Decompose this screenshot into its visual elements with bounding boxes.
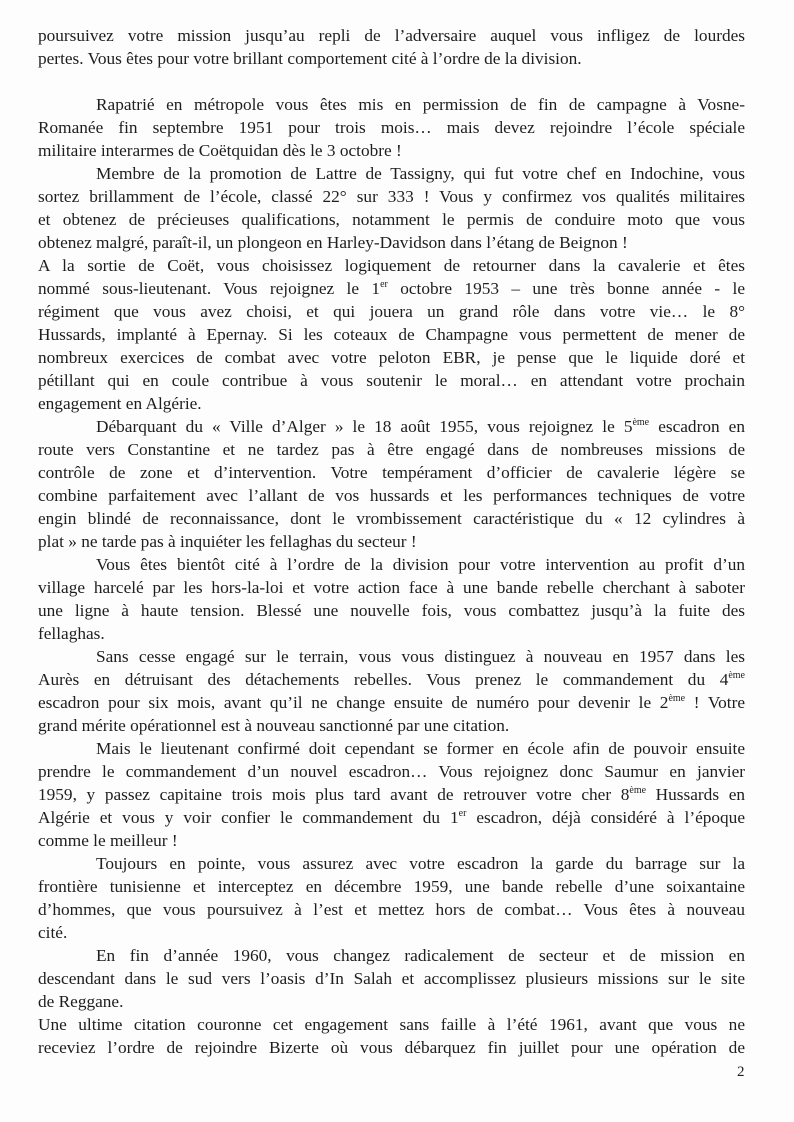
body-text [38, 24, 745, 1059]
text-line: prendre le commandement d’un nouvel escadron… Vous rejoignez donc Saumur en janvier [38, 762, 745, 781]
paragraph [38, 944, 745, 1013]
ordinal-superscript: ème [632, 417, 650, 428]
text-line: frontière tunisienne et interceptez en décembre 1959, une bande rebelle d’une soixantaine [38, 877, 745, 896]
ordinal-superscript: ème [728, 670, 745, 681]
text-line: Mais le lieutenant confirmé doit cependant se former en école afin de pouvoir ensuite [96, 739, 745, 758]
text-line: pétillant qui en coule contribue à vous soutenir le moral… en attendant votre prochain [38, 371, 745, 390]
text-line: Membre de la promotion de Lattre de Tassigny, qui fut votre chef en Indochine, vous [96, 164, 745, 183]
paragraph [38, 737, 745, 852]
text-line: Débarquant du « Ville d’Alger » le 18 août 1955, vous rejoignez le 5ème escadron en [96, 417, 745, 436]
ordinal-superscript: er [380, 279, 388, 290]
paragraph [38, 415, 745, 553]
text-line: et obtenez de précieuses qualifications, notamment le permis de conduire moto que vous [38, 210, 745, 229]
text-line: cité. [38, 923, 68, 942]
paragraph [38, 24, 745, 70]
text-line: une ligne à haute tension. Blessé une nouvelle fois, vous combattez jusqu’à la fuite des [38, 601, 745, 620]
text-line: En fin d’année 1960, vous changez radicalement de secteur et de mission en [96, 946, 745, 965]
text-line: combine parfaitement avec l’allant de vos hussards et les performances techniques de votre [38, 486, 745, 505]
text-line: Sans cesse engagé sur le terrain, vous vous distinguez à nouveau en 1957 dans les [96, 647, 745, 666]
text-line: Vous êtes bientôt cité à l’ordre de la division pour votre intervention au profit d’un [96, 555, 745, 574]
text-line: Romanée fin septembre 1951 pour trois mois… mais devez rejoindre l’école spéciale [38, 118, 745, 137]
paragraph [38, 553, 745, 645]
ordinal-superscript: er [458, 808, 467, 819]
paragraph [38, 645, 745, 737]
text-line: engagement en Algérie. [38, 394, 202, 413]
text-line: obtenez malgré, paraît-il, un plongeon en Harley-Davidson dans l’étang de Beignon ! [38, 233, 628, 252]
text-line: receviez l’ordre de rejoindre Bizerte où vous débarquez fin juillet pour une opération de [38, 1038, 745, 1057]
text-line: sortez brillamment de l’école, classé 22° sur 333 ! Vous y confirmez vos qualités militaires [38, 187, 745, 206]
text-line: pertes. Vous êtes pour votre brillant comportement cité à l’ordre de la division. [38, 49, 582, 68]
text-line: plat » ne tarde pas à inquiéter les fellaghas du secteur ! [38, 532, 417, 551]
paragraph [38, 852, 745, 944]
text-line: village harcelé par les hors-la-loi et votre action face à une bande rebelle cherchant à saboter [38, 578, 745, 597]
text-line: grand mérite opérationnel est à nouveau sanctionné par une citation. [38, 716, 510, 735]
page-number: 2 [737, 1064, 745, 1080]
text-line: militaire interarmes de Coëtquidan dès le 3 octobre ! [38, 141, 402, 160]
text-line: de Reggane. [38, 992, 124, 1011]
text-line: nommé sous-lieutenant. Vous rejoignez le 1er octobre 1953 – une très bonne année - le [38, 279, 745, 298]
text-line: Une ultime citation couronne cet engagement sans faille à l’été 1961, avant que vous ne [38, 1015, 745, 1034]
text-line: nombreux exercices de combat avec votre peloton EBR, je pense que le liquide doré et [38, 348, 745, 367]
text-line: descendant dans le sud vers l’oasis d’In Salah et accomplissez plusieurs missions sur le site [38, 969, 745, 988]
text-line: d’hommes, que vous poursuivez à l’est et mettez hors de combat… Vous êtes à nouveau [38, 900, 745, 919]
text-line: Algérie et vous y voir confier le commandement du 1er escadron, déjà considéré à l’époque [38, 808, 745, 827]
paragraph [38, 162, 745, 254]
text-line: comme le meilleur ! [38, 831, 178, 850]
text-line: fellaghas. [38, 624, 105, 643]
ordinal-superscript: ème [629, 785, 647, 796]
text-line: Hussards, implanté à Epernay. Si les coteaux de Champagne vous permettent de mener de [38, 325, 745, 344]
paragraph [38, 254, 745, 415]
text-line: engin blindé de reconnaissance, dont le vrombissement caractéristique du « 12 cylindres à [38, 509, 745, 528]
text-line: régiment que vous avez choisi, et qui jouera un grand rôle dans votre vie… le 8° [38, 302, 745, 321]
text-line: Aurès en détruisant des détachements rebelles. Vous prenez le commandement du 4ème [38, 670, 745, 689]
paragraph [38, 93, 745, 162]
paragraph-gap [38, 70, 745, 93]
text-line: 1959, y passez capitaine trois mois plus tard avant de retrouver votre cher 8ème Hussards en [38, 785, 745, 804]
text-line: A la sortie de Coët, vous choisissez logiquement de retourner dans la cavalerie et êtes [38, 256, 745, 275]
text-line: poursuivez votre mission jusqu’au repli de l’adversaire auquel vous infligez de lourdes [38, 26, 745, 45]
text-line: route vers Constantine et ne tardez pas à être engagé dans de nombreuses missions de [38, 440, 745, 459]
text-line: Toujours en pointe, vous assurez avec votre escadron la garde du barrage sur la [96, 854, 745, 873]
text-line: contrôle de zone et d’intervention. Votre tempérament d’officier de cavalerie légère se [38, 463, 745, 482]
paragraph [38, 1013, 745, 1059]
text-line: escadron pour six mois, avant qu’il ne change ensuite de numéro pour devenir le 2ème ! Votre [38, 693, 745, 712]
text-line: Rapatrié en métropole vous êtes mis en permission de fin de campagne à Vosne- [96, 95, 745, 114]
ordinal-superscript: ème [668, 693, 686, 704]
